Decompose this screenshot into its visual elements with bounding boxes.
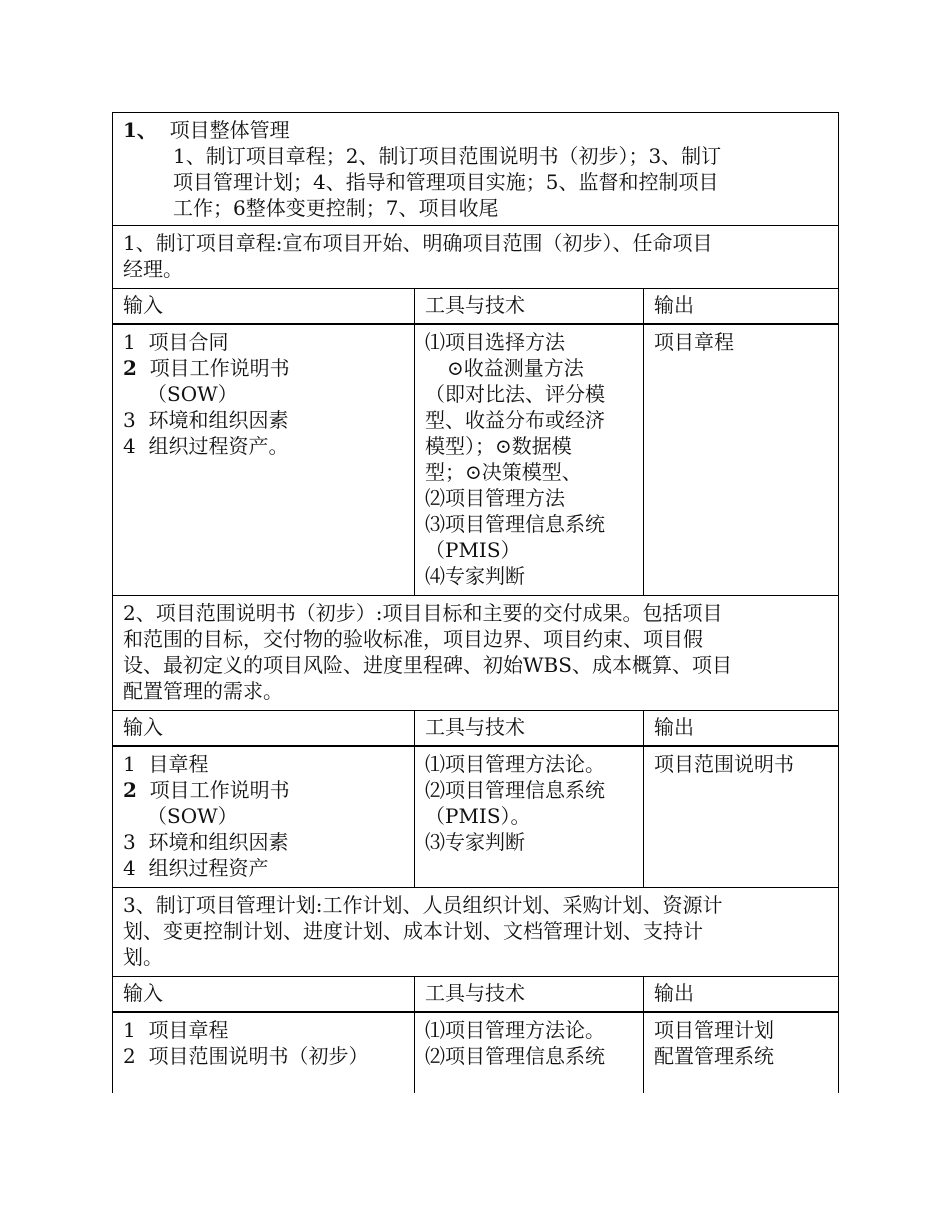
process-content-row: [113, 746, 839, 888]
process-description: 1、制订项目章程:宣布项目开始、明确项目范围（初步）、任命项目 经理。: [113, 226, 839, 289]
tools-list: [415, 746, 644, 888]
column-header-output: 输出: [644, 289, 839, 325]
list-item: 项目管理计划: [654, 1018, 774, 1042]
process-description-row: [113, 226, 839, 289]
output-list: [644, 324, 839, 596]
list-item: 1 项目合同: [123, 330, 229, 354]
list-item: （即对比法、评分模: [425, 382, 605, 406]
list-item: ⑶项目管理信息系统: [425, 512, 605, 536]
list-item: 2 项目工作说明书 （SOW）: [123, 778, 290, 828]
column-header-output: 输出: [644, 977, 839, 1013]
output-list: [644, 1012, 839, 1093]
list-item: ⑵项目管理信息系统: [425, 1044, 605, 1068]
list-item: 型、收益分布或经济: [425, 408, 605, 432]
column-header-input: 输入: [113, 711, 415, 747]
column-header-output: 输出: [644, 711, 839, 747]
column-header-tools: 工具与技术: [415, 977, 644, 1013]
list-item: ⑵项目管理方法: [425, 486, 565, 510]
list-item: 3 环境和组织因素: [123, 830, 289, 854]
list-item: 配置管理系统: [654, 1044, 774, 1068]
list-item: 模型）；⊙数据模: [425, 434, 572, 458]
input-list: [113, 324, 415, 596]
column-header-tools: 工具与技术: [415, 289, 644, 325]
list-item: ⑴项目选择方法: [425, 330, 565, 354]
column-header-input: 输入: [113, 977, 415, 1013]
list-item: ⑴项目管理方法论。: [425, 1018, 605, 1042]
list-item: 4 组织过程资产: [123, 856, 269, 880]
list-item: ⑵项目管理信息系统: [425, 778, 605, 802]
section-title: 1、 项目整体管理: [123, 118, 290, 142]
output-list: [644, 746, 839, 888]
document-page: [112, 112, 837, 1093]
column-header-tools: 工具与技术: [415, 711, 644, 747]
column-header-input: 输入: [113, 289, 415, 325]
column-header-row: [113, 977, 839, 1013]
tools-list: [415, 324, 644, 596]
process-description: 3、制订项目管理计划:工作计划、人员组织计划、采购计划、资源计 划、变更控制计划、进度计划、成本计划、文档管理计划、支持计 划。: [113, 888, 839, 977]
list-item: 项目章程: [654, 330, 734, 354]
integration-management-table: [112, 112, 839, 1093]
section-header-row: [113, 113, 839, 226]
tools-list: [415, 1012, 644, 1093]
list-item: 3 环境和组织因素: [123, 408, 289, 432]
input-list: [113, 746, 415, 888]
list-item: 项目范围说明书: [654, 752, 794, 776]
list-item: ⑶专家判断: [425, 830, 525, 854]
section-summary: 1、制订项目章程；2、制订项目范围说明书（初步）；3、制订 项目管理计划；4、指导和管理项目实施；5、监督和控制项目 工作；6整体变更控制；7、项目收尾: [173, 144, 722, 220]
list-item: （PMIS）: [425, 538, 521, 562]
list-item: 1 目章程: [123, 752, 209, 776]
list-item: ⑷专家判断: [425, 564, 525, 588]
list-item: ⑴项目管理方法论。: [425, 752, 605, 776]
list-item: （PMIS）。: [425, 804, 531, 828]
list-item: 2 项目范围说明书（初步）: [123, 1044, 369, 1068]
process-content-row: [113, 1012, 839, 1093]
process-description-row: [113, 596, 839, 711]
section-header-cell: [113, 113, 839, 226]
process-content-row: [113, 324, 839, 596]
process-description-row: [113, 888, 839, 977]
process-description: 2、项目范围说明书（初步）:项目目标和主要的交付成果。包括项目 和范围的目标，交付物的验收标准，项目边界、项目约束、项目假 设、最初定义的项目风险、进度里程碑、初始WBS、成本概算、项目 配置管理的需求。: [113, 596, 839, 711]
list-item: 2 项目工作说明书 （SOW）: [123, 356, 290, 406]
column-header-row: [113, 289, 839, 325]
list-item: 4 组织过程资产。: [123, 434, 289, 458]
list-item: 1 项目章程: [123, 1018, 229, 1042]
list-item: 型；⊙决策模型、: [425, 460, 582, 484]
input-list: [113, 1012, 415, 1093]
list-item: ⊙收益测量方法: [447, 356, 584, 380]
column-header-row: [113, 711, 839, 747]
